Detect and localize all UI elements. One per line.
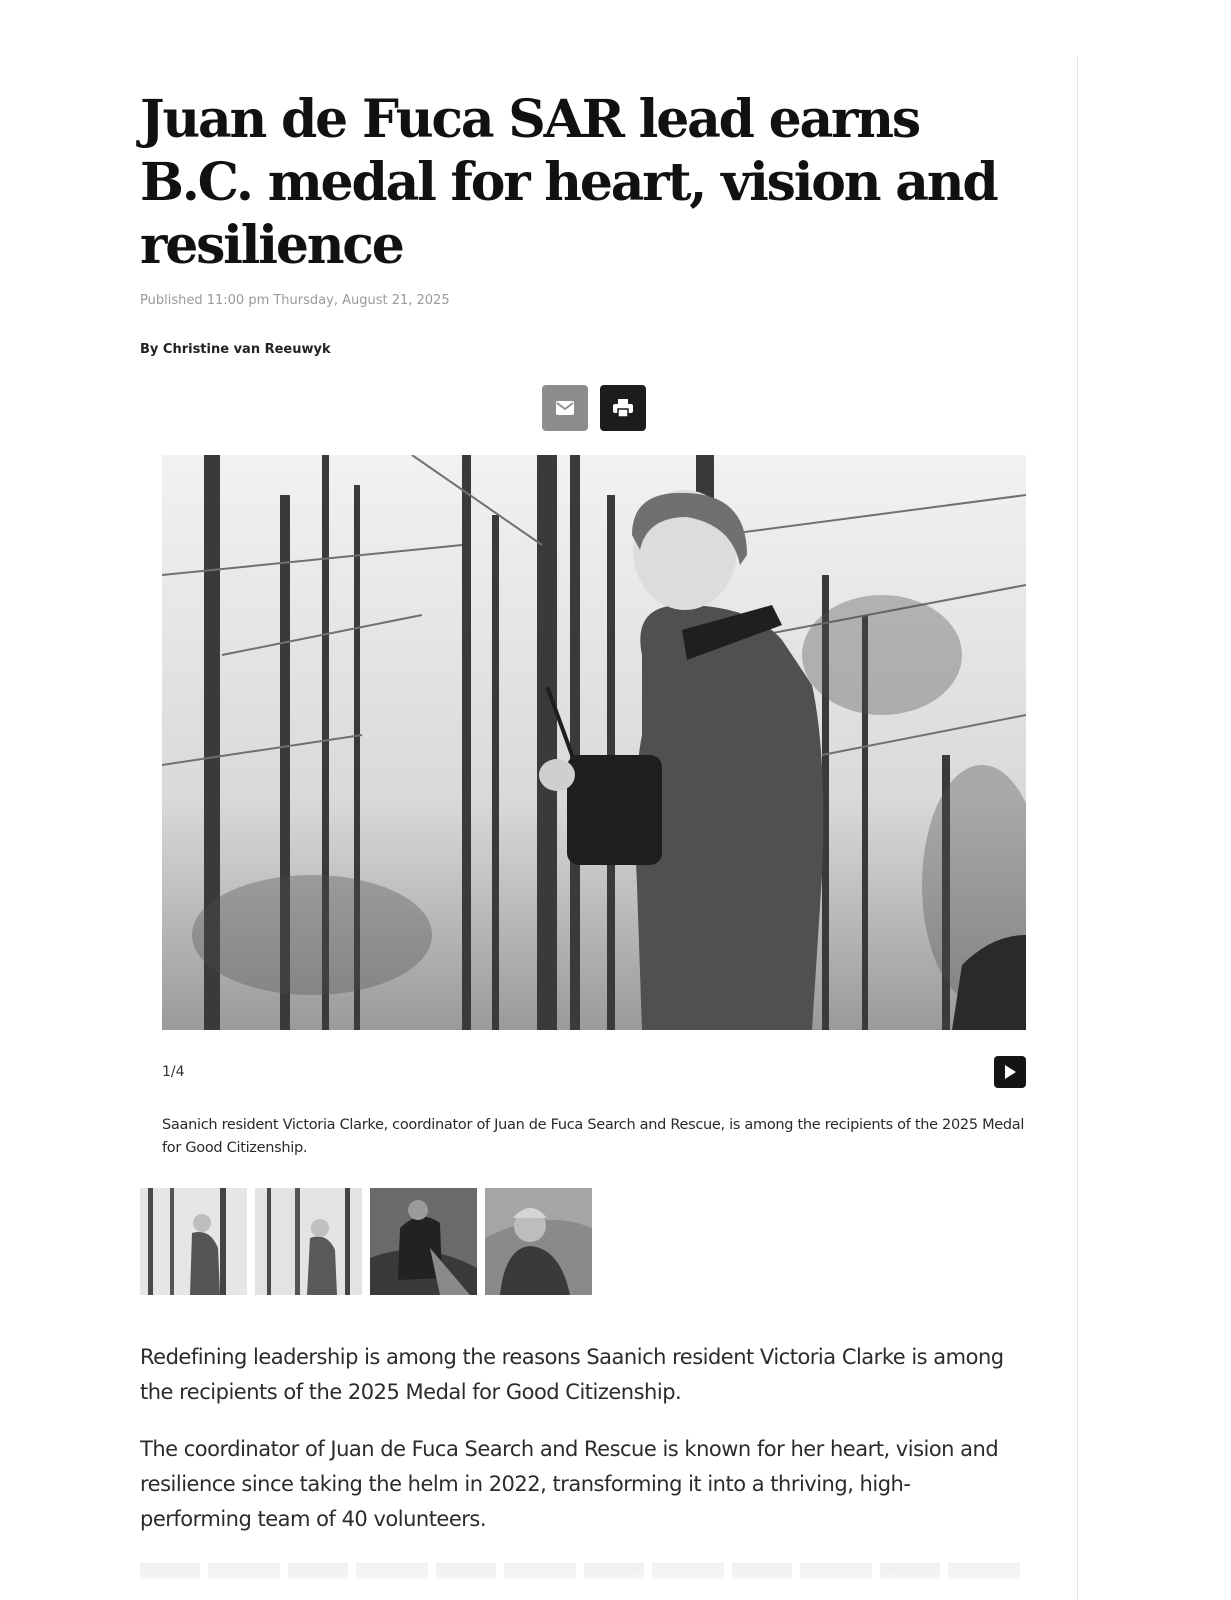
- gallery-thumbnail[interactable]: [485, 1188, 592, 1295]
- forest-portrait-photo: [162, 455, 1026, 1030]
- share-bar: [542, 385, 646, 431]
- gallery-play-button[interactable]: [994, 1056, 1026, 1088]
- printer-icon: [612, 398, 634, 418]
- gallery-thumbnail[interactable]: [370, 1188, 477, 1295]
- envelope-icon: [555, 400, 575, 416]
- gallery-thumbnails: [140, 1188, 592, 1295]
- gallery-thumbnail[interactable]: [140, 1188, 247, 1295]
- byline[interactable]: By Christine van Reeuwyk: [140, 342, 331, 357]
- play-icon: [1003, 1064, 1017, 1080]
- gallery-counter: 1/4: [162, 1064, 185, 1080]
- content-divider: [1077, 56, 1078, 1600]
- published-date: Published 11:00 pm Thursday, August 21, 2025: [140, 293, 450, 308]
- email-share-button[interactable]: [542, 385, 588, 431]
- body-paragraph: Redefining leadership is among the reasons Saanich resident Victoria Clarke is among the recipients of the 2025 Medal for Good Citizenship.: [140, 1345, 1004, 1404]
- article-body: [140, 1340, 1020, 1559]
- gallery-main-photo[interactable]: [162, 455, 1026, 1030]
- gallery-thumbnail[interactable]: [255, 1188, 362, 1295]
- body-fade: [140, 1555, 1020, 1600]
- gallery-caption: Saanich resident Victoria Clarke, coordinator of Juan de Fuca Search and Rescue, is among the recipients of the 2025 Medal for Good Citizenship.: [162, 1117, 1025, 1156]
- body-paragraph: The coordinator of Juan de Fuca Search and Rescue is known for her heart, vision and resilience since taking the helm in 2022, transforming it into a thriving, high-performing team of 40 volunteers.: [140, 1437, 999, 1531]
- print-button[interactable]: [600, 385, 646, 431]
- article-headline: Juan de Fuca SAR lead earns B.C. medal for heart, vision and resilience: [140, 89, 997, 276]
